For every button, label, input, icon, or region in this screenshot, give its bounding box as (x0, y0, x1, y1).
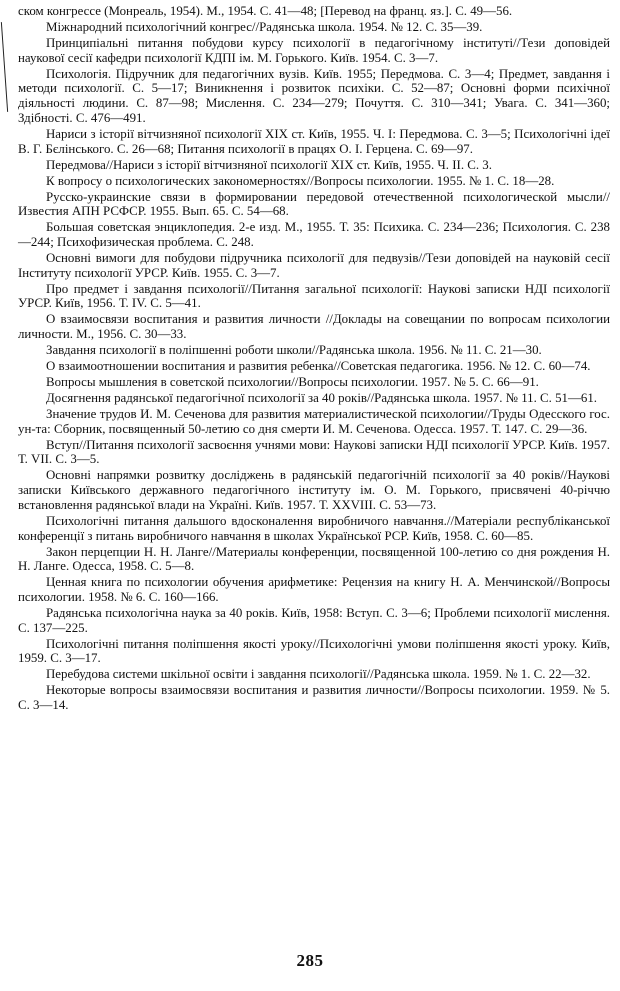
bibliography-entry: Психологічні питання поліпшення якості уроку//Психологічні умови поліпшення якості уроку. Київ, 1959. С. 3—17. (18, 636, 610, 666)
bibliography-entry: ском конгрессе (Монреаль, 1954). М., 1954. С. 41—48; [Перевод на франц. яз.]. С. 49—56. (18, 4, 513, 18)
bibliography-entry: Принципіальні питання побудови курсу психології в педагогічному інституті//Тези доповідей наукової сесії кафедри психології КДПІ ім. М. Горького. Київ. 1954. С. 3—7. (18, 36, 610, 65)
bibliography-entry: О взаимоотношении воспитания и развития ребенка//Советская педагогика. 1956. № 12. С. 60—74. (46, 359, 591, 374)
bibliography-entry: Психологічні питання дальшого вдосконалення виробничого навчання.//Матеріали республіканської конференції з питань виробничого навчання в школах Української РСР. Київ, 1958. С. 60—85. (18, 513, 610, 543)
bibliography-entry: Психологія. Підручник для педагогічних вузів. Київ. 1955; Передмова. С. 3—4; Предмет, завдання і методи психології. С. 5—17; Виникнення і розвиток психіки. С. 52—87; Основні форми психічної діяльності людини. С. 87—98; Мислення. С. 234—279; Почуття. С. 310—341; Увага. С. 341—360; Здібності. С. 476—491. (18, 66, 610, 125)
bibliography-entry: Передмова//Нариси з історії вітчизняної психології XIX ст. Київ, 1955. Ч. II. С. 3. (46, 157, 492, 172)
bibliography-entry: Перебудова системи шкільної освіти і завдання психології//Радянська школа. 1959. № 1. С. 22—32. (46, 667, 591, 682)
bibliography-entry: К вопросу о психологических закономерностях//Вопросы психологии. 1955. № 1. С. 18—28. (46, 173, 555, 188)
bibliography-entry: Міжнародний психологічний конгрес//Радянська школа. 1954. № 12. С. 35—39. (46, 20, 483, 34)
bibliography-entry: Ценная книга по психологии обучения арифметике: Рецензия на книгу Н. А. Менчинской//Вопросы психологии. 1958. № 6. С. 160—166. (18, 575, 610, 604)
bibliography-entry: Большая советская энциклопедия. 2-е изд. М., 1955. Т. 35: Психика. С. 234—236; Психология. С. 238—244; Психофизическая проблема. С. 248. (18, 220, 610, 249)
bibliography-entry: Значение трудов И. М. Сеченова для развития материалистической психологии//Труды Одесского гос. ун-та: Сборник, посвященный 50-летию со дня смерти И. М. Сеченова. Одесса. 1957. Т. 147. С. 29—36. (18, 407, 610, 436)
margin-pencil-mark (1, 22, 8, 112)
bibliography-entry: Закон перцепции Н. Н. Ланге//Материалы конференции, посвященной 100-летию со дня рождения Н. Н. Ланге. Одесса, 1958. С. 5—8. (18, 544, 610, 574)
bibliography-entry: О взаимосвязи воспитания и развития личности //Доклады на совещании по вопросам психологии личности. М., 1956. С. 30—33. (18, 312, 610, 342)
bibliography-entry: Основні напрямки розвитку досліджень в радянській педагогічній психології за 40 років//Наукові записки Київського державного педагогічного інституту ім. О. М. Горького, присвячені 40-річчю встановлення радянської влади на Україні. Київ. 1957. Т. XXVIII. С. 53—73. (18, 468, 610, 512)
bibliography-entry: Нариси з історії вітчизняної психології XIX ст. Київ, 1955. Ч. І: Передмова. С. 3—5; Психологічні ідеї В. Г. Бєлінського. С. 26—68; Питання психології в працях О. І. Герцена. С. 69—97. (18, 126, 610, 156)
bibliography-entry: Вступ//Питання психології засвоєння учнями мови: Наукові записки НДІ психології УРСР. Київ. 1957. Т. VII. С. 3—5. (18, 437, 610, 467)
bibliography-entry: Русско-украинские связи в формировании передовой отечественной психологической мысли//Известия АПН РСФСР. 1955. Вып. 65. С. 54—68. (18, 189, 610, 219)
bibliography-entry: Радянська психологічна наука за 40 років. Київ, 1958: Вступ. С. 3—6; Проблеми психології мислення. С. 137—225. (18, 605, 610, 635)
bibliography-list (18, 4, 610, 713)
bibliography-entry: Досягнення радянської педагогічної психології за 40 років//Радянська школа. 1957. № 11. С. 51—61. (46, 391, 597, 406)
bibliography-entry: Основні вимоги для побудови підручника психології для педвузів//Тези доповідей на науковій сесії Інституту психології УРСР. Київ. 1955. С. 3—7. (18, 250, 610, 280)
bibliography-entry: Вопросы мышления в советской психологии//Вопросы психологии. 1957. № 5. С. 66—91. (46, 375, 539, 390)
bibliography-entry: Про предмет і завдання психології//Питання загальної психології: Наукові записки НДІ психології УРСР. Київ, 1956. Т. IV. С. 5—41. (18, 281, 610, 311)
page-number: 285 (296, 951, 324, 970)
bibliography-entry: Некоторые вопросы взаимосвязи воспитания и развития личности//Вопросы психологии. 1959. № 5. С. 3—14. (18, 683, 610, 713)
bibliography-entry: Завдання психології в поліпшенні роботи школи//Радянська школа. 1956. № 11. С. 21—30. (46, 343, 542, 358)
